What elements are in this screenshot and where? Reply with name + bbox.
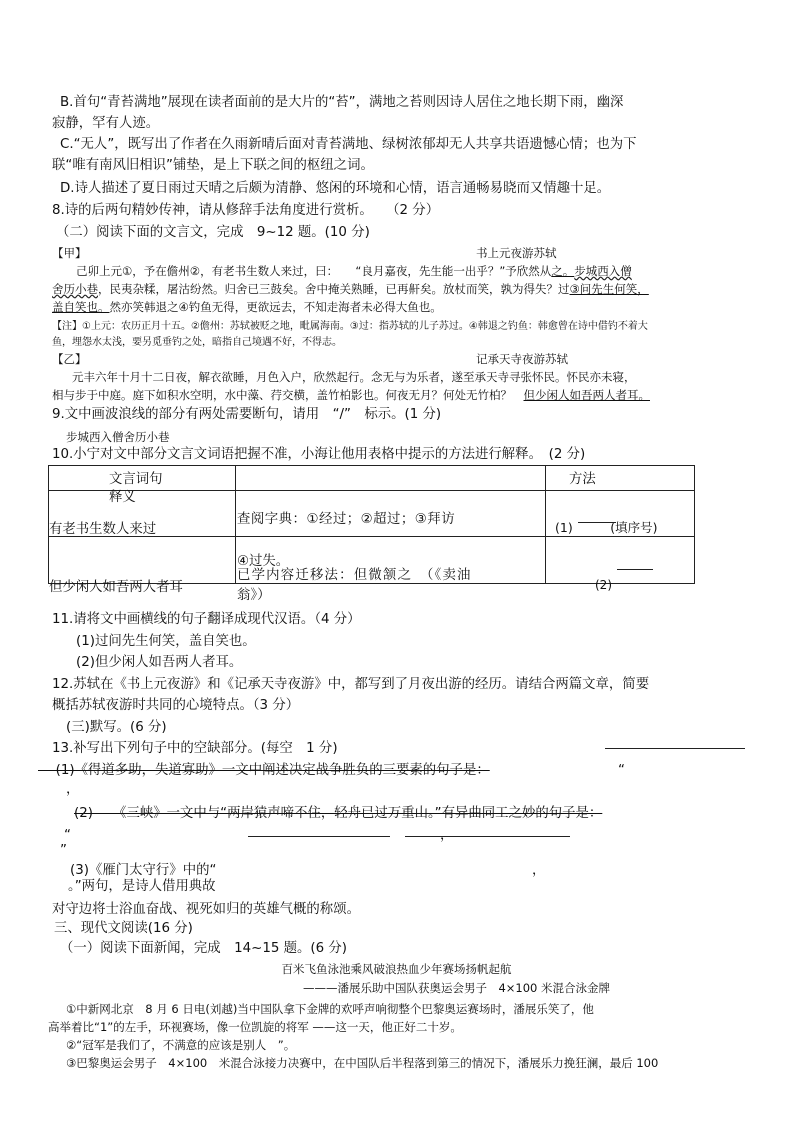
header-method: 方法 (569, 472, 596, 487)
title-jia: 书上元夜游苏轼 (476, 246, 557, 260)
question-12-line2: 概括苏轼夜游时共同的心境特点。（3 分） (52, 698, 300, 713)
question-13-3b: 。”两句，是诗人借用典故 (68, 879, 216, 894)
header-meaning: 释义 (109, 490, 136, 505)
question-12-line1: 12.苏轼在《书上元夜游》和《记承天寺夜游》中，都写到了月夜出游的经历。请结合两篇文章，简要 (52, 677, 650, 692)
quote-open-1: “ (618, 763, 625, 778)
comma-2: ， (440, 828, 454, 843)
passage-jia-line2: 舍历小巷，民夷杂糅，屠沽纷然。归舍已三鼓矣。舍中掩关熟睡，已再鼾矣。放杖而笑，孰为得失？过③问先生何笑， (52, 282, 649, 296)
passage-yi-line1: 元丰六年十月十二日夜，解衣欲睡，月色入户，欣然起行。念无与为乐者，遂至承天寺寻张怀民。怀民亦未寝， (72, 370, 636, 384)
label-yi: 【乙】 (52, 352, 87, 366)
news-heading: （一）阅读下面新闻，完成 14~15 题。(6 分) (60, 941, 348, 956)
question-13-2: (2) 《三峡》一文中与“两岸猿声啼不住，轻舟已过万重山。”有异曲同工之妙的句子是： (74, 806, 603, 821)
section-modern: 三、现代文阅读(16 分) (54, 921, 193, 936)
option-d: D.诗人描述了夏日雨过天晴之后颇为清静、悠闲的环境和心情，语言通畅易晓而又情趣十足。 (60, 181, 611, 196)
row2-method: (2) (595, 578, 612, 592)
question-10: 10.小宁对文中部分文言文词语把握不准，小海让他用表格中提示的方法进行解释。 (2 分) (52, 447, 586, 462)
title-yi: 记承天寺夜游苏轼 (476, 352, 568, 366)
row2-meaning-2: 翁》） (237, 588, 271, 603)
question-13-3c: 对守边将士浴血奋战、视死如归的英雄气概的称颂。 (52, 902, 360, 917)
quote-close-2: ” (60, 843, 67, 858)
news-para1-line2: 高举着比“1”的左手，环视赛场，像一位凯旋的将军 ——这一天，他正好二十岁。 (48, 1020, 462, 1034)
question-11: 11.请将文中画横线的句子翻译成现代汉语。（4 分） (52, 612, 361, 627)
question-13: 13.补写出下列句子中的空缺部分。(每空 1 分) (52, 741, 338, 756)
option-b-line2: 寂静，罕有人迹。 (52, 116, 160, 131)
news-para3: ③巴黎奥运会男子 4×100 米混合泳接力决赛中，在中国队后半程落到第三的情况下，潘展乐力挽狂澜，最后 100 (66, 1056, 659, 1070)
option-c-line2: 联“唯有南风旧相识”铺垫，是上下联之间的枢纽之词。 (52, 158, 374, 173)
question-8: 8.诗的后两句精妙传神，请从修辞手法角度进行赏析。 （2 分） (52, 203, 440, 218)
passage-yi-line2: 相与步于中庭。庭下如积水空明，水中藻、荇交横，盖竹柏影也。何夜无月？何处无竹柏？ 但少闲人如吾两人者耳。 (52, 388, 650, 402)
question-13-1: — (1)《得道多助，失道寡助》一文中阐述决定战争胜负的三要素的句子是： (38, 763, 490, 778)
quote-open-2: “ (64, 828, 71, 843)
row1-words: 有老书生数人来过 (49, 522, 157, 537)
section-2-heading: （二）阅读下面的文言文，完成 9~12 题。(10 分) (56, 225, 370, 240)
row2-words: 但少闲人如吾两人者耳 (49, 580, 183, 595)
question-13-3: (3)《雁门太守行》中的“ (70, 863, 217, 878)
question-9: 9.文中画波浪线的部分有两处需要断句，请用 “/” 标示。(1 分) (52, 407, 442, 422)
question-11-2: (2)但少闲人如吾两人者耳。 (76, 655, 243, 670)
note-line2: 鱼，埋怨水太浅，要另觅垂钓之处，暗指自己境遇不好，不得志。 (52, 337, 342, 348)
row1-method: (1) (填序号) (555, 520, 658, 535)
news-para2: ②“冠军是我们了，不满意的应该是别人 ”。 (66, 1038, 296, 1052)
passage-jia-line3: 盖自笑也。然亦笑韩退之④钓鱼无得，更欲远去，不知走海者未必得大鱼也。 (52, 300, 442, 314)
row2-meaning-1: 已学内容迁移法：但微颔之 （《卖油 (237, 568, 472, 583)
passage-jia-line1: 己卯上元①，予在儋州②，有老书生数人来过，曰： “良月嘉夜，先生能一出乎？”予欣然从之。步城西入僧 (76, 264, 632, 278)
news-para1-line1: ①中新网北京 8 月 6 日电(刘越)当中国队拿下金牌的欢呼声响彻整个巴黎奥运赛场时，潘展乐笑了，他 (66, 1002, 594, 1016)
question-9-phrase: 步城西入僧舍历小巷 (66, 430, 170, 444)
comma-3: ， (532, 863, 546, 878)
question-11-1: (1)过问先生何笑，盖自笑也。 (76, 634, 256, 649)
explanation-table (48, 465, 695, 603)
label-jia: 【甲】 (52, 246, 87, 260)
option-c-line1: C.“无人”，既写出了作者在久雨新晴后面对青苔满地、绿树浓郁却无人共享共语遗憾心情；也为下 (60, 137, 637, 152)
row1-meaning-1: 查阅字典：①经过；②超过；③拜访 (237, 512, 456, 527)
news-title: 百米飞鱼泳池乘风破浪热血少年赛场扬帆起航 (281, 962, 512, 976)
note-line1: 【注】①上元：农历正月十五。②儋州：苏轼被贬之地，毗属海南。③过：指苏轼的儿子苏过。④韩退之钓鱼：韩愈曾在诗中借钓不着大 (52, 321, 648, 332)
row1-meaning-2: ④过失。 (237, 554, 290, 569)
option-b-line1: B.首句“青苔满地”展现在读者面前的是大片的“苔”，满地之苔则因诗人居住之地长期下雨，幽深 (60, 95, 624, 110)
section-3-heading: (三)默写。(6 分) (66, 720, 167, 735)
news-subtitle: ———潘展乐助中国队获奥运会男子 4×100 米混合泳金牌 (302, 981, 611, 995)
header-words: 文言词句 (109, 472, 163, 487)
comma-1: ， (66, 782, 80, 797)
